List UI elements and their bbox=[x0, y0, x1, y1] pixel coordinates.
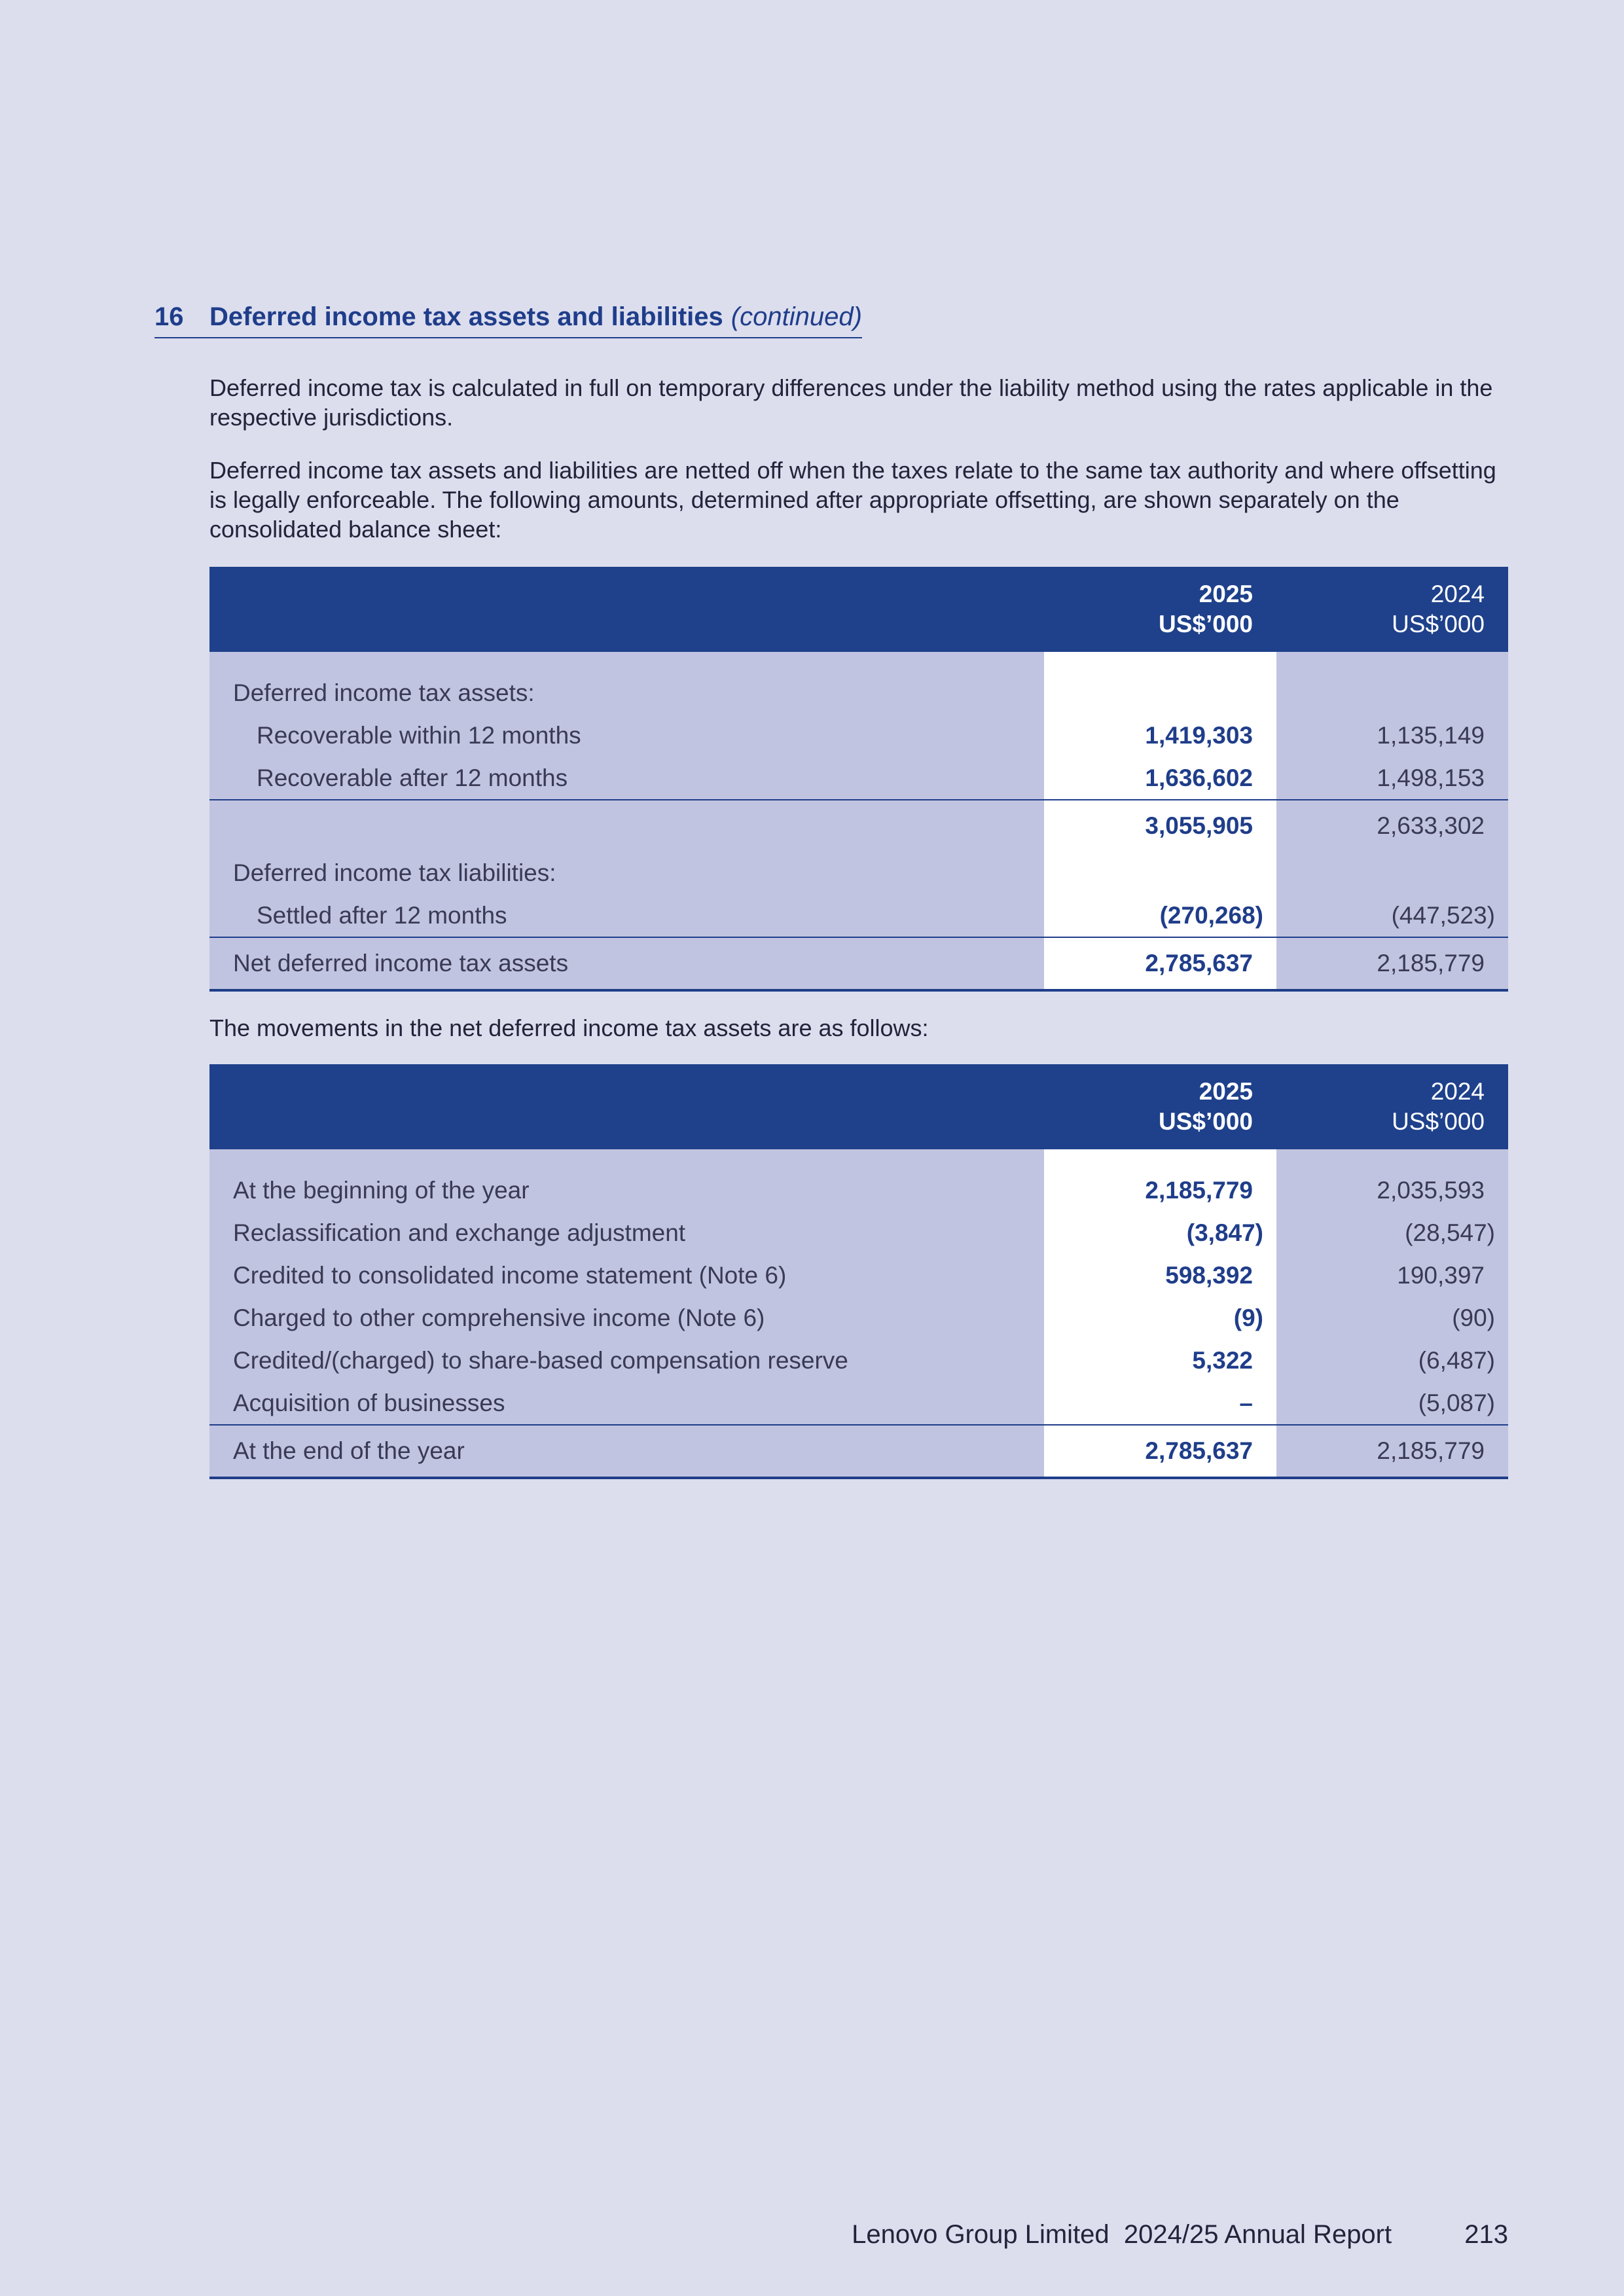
header-current-year: 2025 US$’000 bbox=[1044, 567, 1276, 652]
header-prior-year: 2024 US$’000 bbox=[1276, 567, 1508, 652]
subtotal-row: 3,055,905 2,633,302 bbox=[209, 800, 1508, 852]
header-current-year: 2025 US$’000 bbox=[1044, 1064, 1276, 1149]
table-row: Credited/(charged) to share-based compensation reserve 5,322 (6,487) bbox=[209, 1339, 1508, 1382]
table-header-row bbox=[209, 567, 1508, 652]
section-title: Deferred income tax assets and liabilities bbox=[209, 302, 723, 331]
table-row: Recoverable within 12 months 1,419,303 1,135,149 bbox=[209, 714, 1508, 757]
page-footer bbox=[852, 2220, 1508, 2250]
table-row bbox=[209, 672, 1508, 714]
table-row: Charged to other comprehensive income (Note 6) (9) (90) bbox=[209, 1297, 1508, 1339]
header-label-cell bbox=[209, 1064, 1044, 1149]
section-number: 16 bbox=[154, 302, 184, 331]
table-row: Settled after 12 months (270,268) (447,523) bbox=[209, 894, 1508, 937]
balance-sheet-table bbox=[209, 567, 1508, 992]
table-row: Recoverable after 12 months 1,636,602 1,498,153 bbox=[209, 757, 1508, 800]
intro-paragraph-1: Deferred income tax is calculated in full on temporary differences under the liability method using the rates applicable in the respective jurisdictions. bbox=[209, 374, 1493, 431]
table-row: At the beginning of the year 2,185,779 2,035,593 bbox=[209, 1169, 1508, 1211]
header-prior-year: 2024 US$’000 bbox=[1276, 1064, 1508, 1149]
movements-table bbox=[209, 1064, 1508, 1479]
header-label-cell bbox=[209, 567, 1044, 652]
assets-label: Deferred income tax assets: bbox=[209, 672, 1044, 714]
table-header-row bbox=[209, 1064, 1508, 1149]
section-continued: (continued) bbox=[731, 302, 862, 331]
intro-paragraph-2: Deferred income tax assets and liabilities are netted off when the taxes relate to the same tax authority and where offsetting is legally enforceable. The following amounts, determined after appropriate offsetting, are shown separately on the consolidated balance sheet: bbox=[209, 457, 1496, 543]
table-row bbox=[209, 852, 1508, 894]
page-number: 213 bbox=[1464, 2220, 1508, 2249]
end-total-row: At the end of the year 2,785,637 2,185,779 bbox=[209, 1425, 1508, 1478]
footer-report-title: Lenovo Group Limited 2024/25 Annual Report bbox=[852, 2220, 1392, 2249]
table-row: Credited to consolidated income statement (Note 6) 598,392 190,397 bbox=[209, 1254, 1508, 1297]
table-row: Acquisition of businesses – (5,087) bbox=[209, 1382, 1508, 1425]
liabilities-label: Deferred income tax liabilities: bbox=[209, 852, 1044, 894]
section-heading bbox=[154, 302, 862, 338]
table-row: Reclassification and exchange adjustment (3,847) (28,547) bbox=[209, 1211, 1508, 1254]
movements-paragraph: The movements in the net deferred income tax assets are as follows: bbox=[209, 1014, 929, 1041]
net-total-row: Net deferred income tax assets 2,785,637 2,185,779 bbox=[209, 937, 1508, 990]
